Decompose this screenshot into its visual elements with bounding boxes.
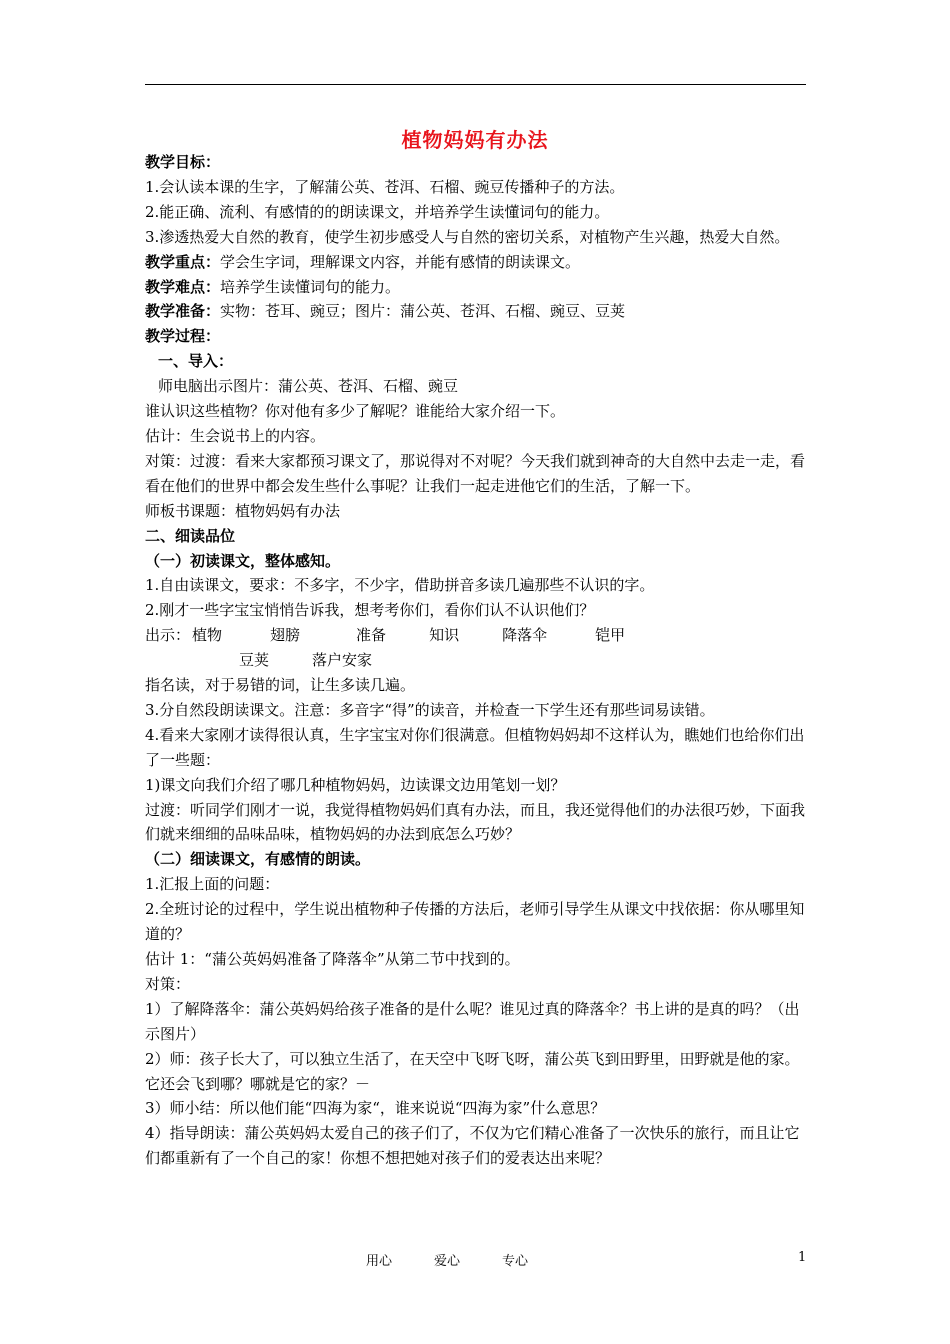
vocab-row-1	[145, 623, 815, 648]
vocab-word: 豆荚	[239, 651, 270, 670]
vocab-word: 知识	[429, 626, 460, 645]
sub2-line-4: 对策：	[145, 974, 191, 993]
goal-item-1: 1.会认读本课的生字，了解蒲公英、苍洱、石榴、豌豆传播种子的方法。	[145, 177, 625, 196]
intro-line-2: 谁认识这些植物？你对他有多少了解呢？谁能给大家介绍一下。	[145, 402, 566, 421]
sub2-line-5: 1）了解降落伞：蒲公英妈妈给孩子准备的是什么呢？谁见过真的降落伞？书上讲的是真的吗？（出示图片）	[145, 999, 800, 1043]
part2-heading: 二、细读品位	[145, 526, 236, 545]
process-heading: 教学过程：	[145, 327, 221, 346]
sub2-line-7: 3）师小结：所以他们能“四海为家“，谁来说说“四海为家”什么意思？	[145, 1099, 606, 1118]
difficulty-text: 培养学生读懂词句的能力。	[220, 277, 401, 296]
sub1-after-1: 指名读，对于易错的词，让生多读几遍。	[145, 676, 416, 695]
sub2-line-1: 1.汇报上面的问题：	[145, 875, 280, 894]
sub1-line-2: 2.刚才一些字宝宝悄悄告诉我，想考考你们，看你们认不认识他们？	[145, 601, 595, 620]
header-rule	[145, 84, 806, 85]
difficulty-label: 教学难点：	[145, 277, 221, 296]
footer-word: 专心	[502, 1254, 529, 1269]
vocab-row-2	[145, 648, 815, 673]
sub2-line-8: 4）指导朗读：蒲公英妈妈太爱自己的孩子们了，不仅为它们精心准备了一次快乐的旅行，而且让它们都重新有了一个自己的家！你想不想把她对孩子们的爱表达出来呢？	[145, 1124, 800, 1168]
key-point-label: 教学重点：	[145, 252, 221, 271]
vocab-word: 植物	[192, 626, 223, 645]
sub2-line-2: 2.全班讨论的过程中，学生说出植物种子传播的方法后，老师引导学生从课文中找依据：你从哪里知道的？	[145, 900, 805, 944]
intro-line-1: 师电脑出示图片：蒲公英、苍洱、石榴、豌豆	[158, 377, 459, 396]
vocab-word: 落户安家	[312, 651, 373, 670]
vocab-word: 降落伞	[502, 626, 548, 645]
sub1-heading: （一）初读课文，整体感知。	[145, 551, 341, 570]
sub1-after-5: 过渡：听同学们刚才一说，我觉得植物妈妈们真有办法，而且，我还觉得他们的办法很巧妙，下面我们就来细细的品味品味，植物妈妈的办法到底怎么巧妙？	[145, 800, 806, 844]
intro-line-5: 师板书课题：植物妈妈有办法	[145, 501, 341, 520]
footer-motto	[366, 1250, 528, 1269]
sub1-line-1: 1.自由读课文，要求：不多字，不少字，借助拼音多读几遍那些不认识的字。	[145, 576, 655, 595]
intro-line-3: 估计：生会说书上的内容。	[145, 426, 326, 445]
goal-item-2: 2.能正确、流利、有感情的的朗读课文，并培养学生读懂词句的能力。	[145, 202, 610, 221]
sub2-line-3: 估计 1：“蒲公英妈妈准备了降落伞”从第二节中找到的。	[145, 950, 520, 968]
goal-item-3: 3.渗透热爱大自然的教育，使学生初步感受人与自然的密切关系，对植物产生兴趣，热爱大自然。	[145, 227, 790, 246]
document-body	[145, 150, 815, 1171]
footer-word: 爱心	[434, 1254, 461, 1269]
key-point	[145, 250, 815, 275]
goals-heading: 教学目标：	[145, 153, 221, 171]
vocab-word: 铠甲	[595, 626, 626, 645]
difficulty	[145, 275, 815, 300]
show-label: 出示：	[145, 626, 191, 645]
preparation-label: 教学准备：	[145, 302, 221, 321]
document-title: 植物妈妈有办法	[401, 128, 549, 152]
sub1-after-4: 1)课文向我们介绍了哪几种植物妈妈，边读课文边用笔划一划？	[145, 775, 566, 794]
sub1-after-3: 4.看来大家刚才读得很认真，生字宝宝对你们很满意。但植物妈妈却不这样认为，瞧她们也给你们出了一些题：	[145, 725, 805, 769]
vocab-word: 翅膀	[270, 626, 301, 645]
sub1-after-2: 3.分自然段朗读课文。注意：多音字“得”的读音，并检查一下学生还有那些词易读错。	[145, 700, 715, 719]
page-number: 1	[798, 1250, 807, 1265]
preparation	[145, 299, 815, 324]
sub2-heading: （二）细读课文，有感情的朗读。	[145, 850, 371, 869]
intro-heading: 一、导入：	[158, 352, 234, 371]
intro-line-4: 对策：过渡：看来大家都预习课文了，那说得对不对呢？今天我们就到神奇的大自然中去走一走，看看在他们的世界中都会发生些什么事呢？让我们一起走进他它们的生活，了解一下。	[145, 451, 806, 495]
footer-word: 用心	[366, 1254, 393, 1269]
preparation-text: 实物：苍耳、豌豆；图片：蒲公英、苍洱、石榴、豌豆、豆荚	[220, 302, 626, 321]
vocab-word: 准备	[356, 626, 387, 645]
sub2-line-6: 2）师：孩子长大了，可以独立生活了，在天空中飞呀飞呀，蒲公英飞到田野里，田野就是他的家。它还会飞到哪？哪就是它的家？－	[145, 1049, 800, 1093]
key-point-text: 学会生字词，理解课文内容，并能有感情的朗读课文。	[220, 252, 581, 271]
